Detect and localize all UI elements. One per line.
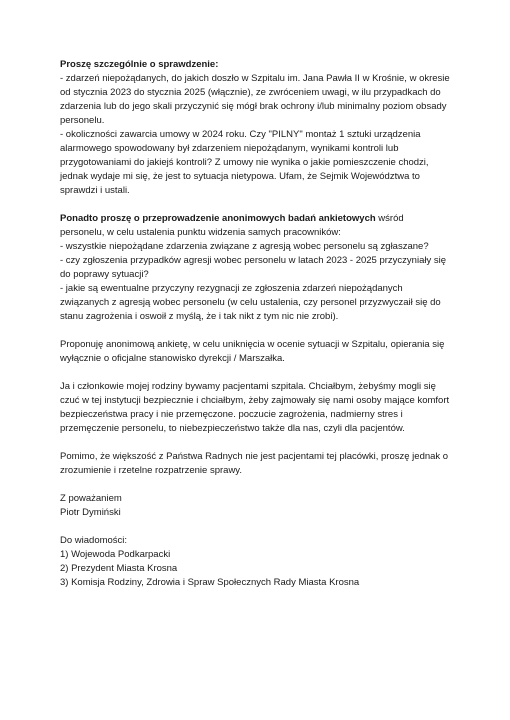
text-line: czuć w tej instytucji bezpiecznie i chciałbym, żeby zajmowały się nami osoby mające komfort — [60, 395, 450, 406]
text-line: zrozumienie i rzetelne rozpatrzenie sprawy. — [60, 465, 242, 476]
text-line: - czy zgłoszenia przypadków agresji wobec personelu w latach 2023 - 2025 przyczyniały się — [60, 255, 446, 266]
letter-body — [60, 58, 480, 604]
text-line: bezpieczeństwa pracy i nie przemęczone. poczucie zagrożenia, nadmierny stres i — [60, 409, 403, 420]
signature-block — [60, 492, 480, 520]
recipients-list — [60, 534, 480, 590]
text-line: - jakie są ewentualne przyczyny rezygnacji ze zgłoszenia zdarzeń niepożądanych — [60, 283, 403, 294]
text-line — [60, 212, 480, 226]
text-line: wyłącznie o oficjalne stanowisko dyrekcji / Marszałka. — [60, 353, 285, 364]
text-line: Pomimo, że większość z Państwa Radnych nie jest pacjentami tej placówki, proszę jednak o — [60, 451, 449, 462]
verification-request-section — [60, 58, 480, 198]
list-item: 1) Wojewoda Podkarpacki — [60, 549, 171, 560]
text-line: sprawdzi i ustali. — [60, 185, 130, 196]
closing-request-paragraph — [60, 450, 480, 478]
text-fragment: wśród — [375, 213, 404, 224]
text-line: Ja i członkowie mojej rodziny bywamy pacjentami szpitala. Chciałbym, żebyśmy mogli się — [60, 381, 436, 392]
text-line: - zdarzeń niepożądanych, do jakich doszło w Szpitalu im. Jana Pawła II w Krośnie, w okresie — [60, 73, 450, 84]
list-item: 2) Prezydent Miasta Krosna — [60, 563, 178, 574]
emphasized-text: Ponadto proszę o przeprowadzenie anonimowych badań ankietowych — [60, 213, 376, 224]
text-line: personelu, w celu ustalenia punktu widzenia samych pracowników: — [60, 227, 341, 238]
text-line: zdarzenia lub do jego skali przyczynić się mógł brak ochrony i/lub minimalny poziom obsady — [60, 101, 447, 112]
text-line: przygotowaniami do jakiejś kontroli? Z umowy nie wynika o jakie pomieszczenie chodzi, — [60, 157, 429, 168]
text-line: przemęczenie personelu, to niebezpieczeństwo także dla nas, czyli dla pacjentów. — [60, 423, 405, 434]
text-line: personelu. — [60, 115, 105, 126]
patient-perspective-paragraph — [60, 380, 480, 436]
survey-request-section — [60, 212, 480, 324]
list-item: 3) Komisja Rodziny, Zdrowia i Spraw Społecznych Rady Miasta Krosna — [60, 577, 360, 588]
text-line: - okoliczności zawarcia umowy w 2024 roku. Czy "PILNY" montaż 1 sztuki urządzenia — [60, 129, 421, 140]
text-line: od stycznia 2023 do stycznia 2025 (włącznie), ze zwróceniem uwagi, w ilu przypadkach do — [60, 87, 441, 98]
signatory-name: Piotr Dymiński — [60, 507, 121, 518]
section-heading: Proszę szczególnie o sprawdzenie: — [60, 59, 219, 70]
text-line: stanu zagrożenia i oswoił z myślą, że i tak nikt z tym nic nie zrobi). — [60, 311, 339, 322]
text-line: Proponuję anonimową ankietę, w celu uniknięcia w ocenie sytuacji w Szpitalu, opierania się — [60, 339, 445, 350]
survey-proposal-paragraph — [60, 338, 480, 366]
recipients-heading: Do wiadomości: — [60, 535, 128, 546]
text-line: do poprawy sytuacji? — [60, 269, 149, 280]
text-line: związanych z agresją wobec personelu (w celu ustalenia, czy personel przyzwyczaił się do — [60, 297, 441, 308]
closing-greeting: Z poważaniem — [60, 493, 122, 504]
text-line: - wszystkie niepożądane zdarzenia związane z agresją wobec personelu są zgłaszane? — [60, 241, 429, 252]
text-line: jednak wydaje mi się, że jest to sytuacja nietypowa. Ufam, że Sejmik Województwa to — [60, 171, 420, 182]
text-line: alarmowego spowodowany był zdarzeniem niepożądanym, wynikami kontroli lub — [60, 143, 399, 154]
